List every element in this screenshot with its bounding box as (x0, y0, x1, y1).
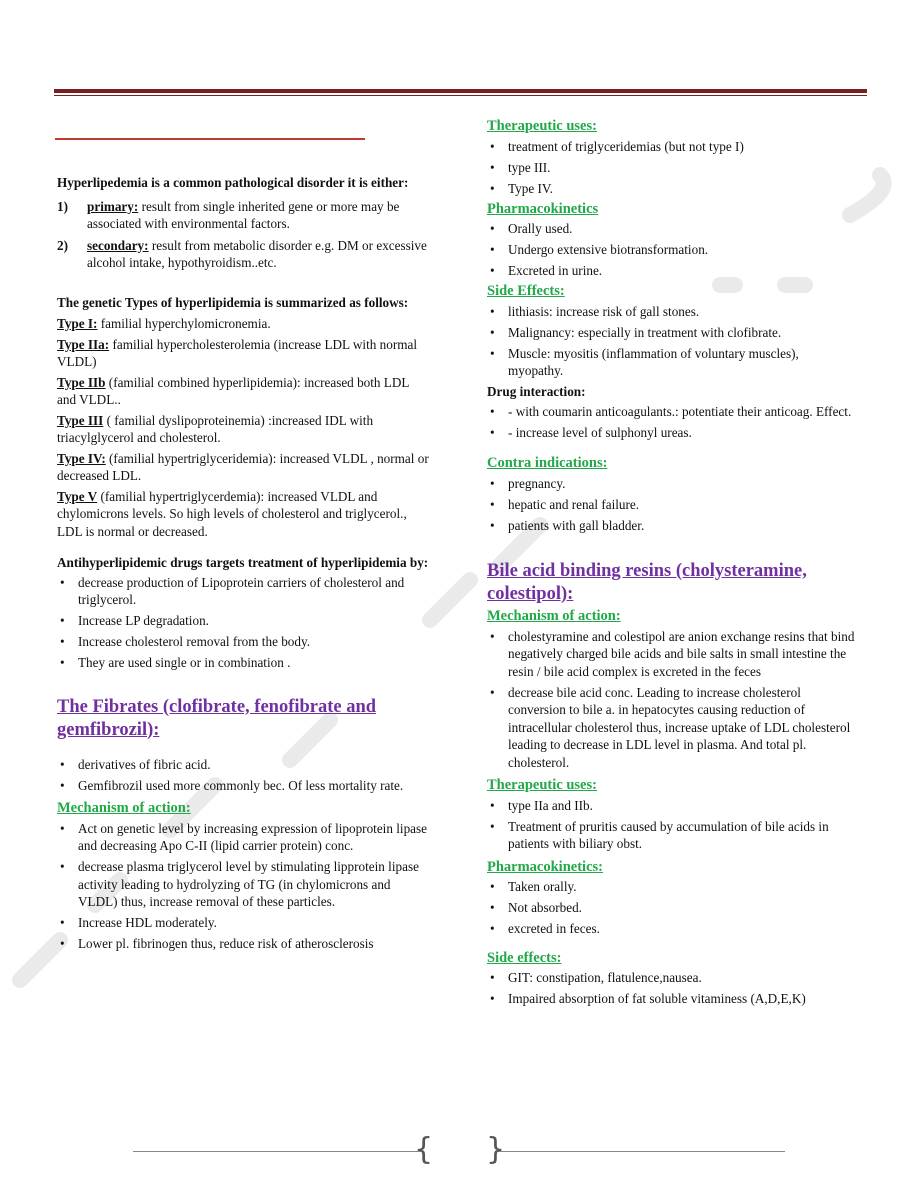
list-item: • - with coumarin anticoagulants.: potentiate their anticoag. Effect. (487, 403, 857, 421)
list-item: • Gemfibrozil used more commonly bec. Of less mortality rate. (57, 777, 429, 795)
fibrates-moa-heading: Mechanism of action: (57, 800, 191, 816)
fibrates-uses-heading: Therapeutic uses: (487, 118, 597, 134)
list-item: • Muscle: myositis (inflammation of voluntary muscles), myopathy. (487, 345, 857, 380)
type-item: Type IV: (familial hypertriglyceridemia): increased VLDL , normal or decreased LDL. (57, 450, 429, 483)
fibrates-pk-heading: Pharmacokinetics (487, 200, 599, 217)
list-item: • excreted in feces. (487, 920, 857, 938)
type-item: Type I: familial hyperchylomicronemia. (57, 316, 271, 331)
list-item: • - increase level of sulphonyl ureas. (487, 424, 857, 442)
item-text: result from single inherited gene or more may be associated with environmental factors. (87, 198, 400, 231)
intro-item-secondary (57, 237, 429, 272)
fibrates-se-list (487, 303, 857, 380)
list-item: • Not absorbed. (487, 899, 857, 917)
list-item: • pregnancy. (487, 475, 857, 493)
right-column (487, 118, 857, 1011)
item-number: 1) (57, 198, 68, 214)
list-item: • Increase LP degradation. (57, 612, 429, 630)
list-item: • Lower pl. fibrinogen thus, reduce risk of atherosclerosis (57, 935, 429, 953)
resins-uses-list (487, 797, 857, 853)
drug-interaction-list (487, 403, 857, 442)
resins-se-list (487, 969, 857, 1008)
fibrates-side-effects-heading: Side Effects: (487, 283, 565, 299)
list-item: • Type IV. (487, 180, 857, 198)
item-term: secondary: (87, 237, 149, 253)
list-item: • Increase cholesterol removal from the body. (57, 633, 429, 651)
resins-moa-heading: Mechanism of action: (487, 608, 621, 624)
left-column (57, 174, 429, 956)
type-item: Type IIa: familial hypercholesterolemia (increase LDL with normal VLDL) (57, 336, 417, 369)
list-item: • decrease bile acid conc. Leading to increase cholesterol conversion to bile a. in hepatocytes causing reduction of intracellular cholesterol thus, increase uptake of LDL cholesterol leading to decrease in LDL level in plasma. And total pl. cholesterol. (487, 684, 857, 772)
list-item: • They are used single or in combination . (57, 654, 429, 672)
antihyper-list (57, 574, 429, 672)
item-term: primary: (87, 198, 139, 214)
header-rule-thin (54, 95, 867, 96)
fibrates-moa-list (57, 820, 429, 953)
list-item: • Increase HDL moderately. (57, 914, 429, 932)
resins-uses-heading: Therapeutic uses: (487, 777, 597, 793)
list-item: • Act on genetic level by increasing expression of lipoprotein lipase and decreasing Apo C-II (lipid carrier protein) conc. (57, 820, 429, 855)
list-item: • Excreted in urine. (487, 262, 857, 280)
resins-side-effects-heading: Side effects: (487, 949, 562, 966)
list-item: • GIT: constipation, flatulence,nausea. (487, 969, 857, 987)
list-item: • Orally used. (487, 220, 857, 238)
list-item: • type III. (487, 159, 857, 177)
list-item: • lithiasis: increase risk of gall stones. (487, 303, 857, 321)
list-item: • type IIa and IIb. (487, 797, 857, 815)
intro-heading: Hyperlipedemia is a common pathological disorder it is either: (57, 175, 409, 190)
footer-brace-left: { (414, 1132, 434, 1167)
list-item: • Treatment of pruritis caused by accumulation of bile acids in patients with biliary obst. (487, 818, 857, 853)
footer-brace-right: } (486, 1132, 506, 1167)
footer-rule-left (133, 1151, 421, 1152)
fibrates-title: The Fibrates (clofibrate, fenofibrate and gemfibrozil): (57, 696, 377, 740)
list-item: • hepatic and renal failure. (487, 496, 857, 514)
list-item: • patients with gall bladder. (487, 517, 857, 535)
list-item: • decrease plasma triglycerol level by stimulating lipprotein lipase activity leading to hydrolyzing of TG (in chylomicrons and VLDL) thus, increase removal of these particles. (57, 858, 429, 911)
intro-item-primary (57, 198, 429, 233)
list-item: • treatment of triglyceridemias (but not type I) (487, 138, 857, 156)
drug-interaction-heading: Drug interaction: (487, 384, 586, 399)
list-item: • Malignancy: especially in treatment with clofibrate. (487, 324, 857, 342)
item-text: result from metabolic disorder e.g. DM or excessive alcohol intake, hypothyroidism..etc. (87, 237, 427, 270)
resins-pk-heading: Pharmacokinetics: (487, 858, 603, 875)
list-item: • Taken orally. (487, 878, 857, 896)
list-item: • Undergo extensive biotransformation. (487, 241, 857, 259)
header-rule-thick (54, 89, 867, 93)
type-item: Type V (familial hypertriglycerdemia): increased VLDL and chylomicrons levels. So high levels of cholesterol and triglycerol., LDL is normal or decreased. (57, 488, 407, 539)
resins-title: Bile acid binding resins (cholysteramine, colestipol): (487, 561, 807, 604)
resins-moa-list (487, 628, 857, 772)
antihyper-heading: Antihyperlipidemic drugs targets treatment of hyperlipidemia by: (57, 555, 429, 570)
resins-pk-list (487, 878, 857, 938)
fibrates-uses-list (487, 138, 857, 198)
type-item: Type III ( familial dyslipoproteinemia) :increased IDL with triacylglycerol and cholesterol. (57, 412, 374, 445)
list-item: • derivatives of fibric acid. (57, 756, 429, 774)
item-number: 2) (57, 237, 68, 253)
fibrates-intro-list (57, 756, 429, 795)
footer-rule-right (497, 1151, 785, 1152)
types-heading: The genetic Types of hyperlipidemia is summarized as follows: (57, 294, 409, 310)
type-item: Type IIb (familial combined hyperlipidemia): increased both LDL and VLDL.. (57, 374, 409, 407)
list-item: • cholestyramine and colestipol are anion exchange resins that bind negatively charged bile acids and bile salts in small intestine the resin / bile acid complex is excreted in the feces (487, 628, 857, 681)
contra-indications-heading: Contra indications: (487, 455, 608, 471)
contra-indications-list (487, 475, 857, 535)
section-title-rule (55, 138, 365, 140)
fibrates-pk-list (487, 220, 857, 280)
list-item: • decrease production of Lipoprotein carriers of cholesterol and triglycerol. (57, 574, 429, 609)
list-item: • Impaired absorption of fat soluble vitaminess (A,D,E,K) (487, 990, 857, 1008)
